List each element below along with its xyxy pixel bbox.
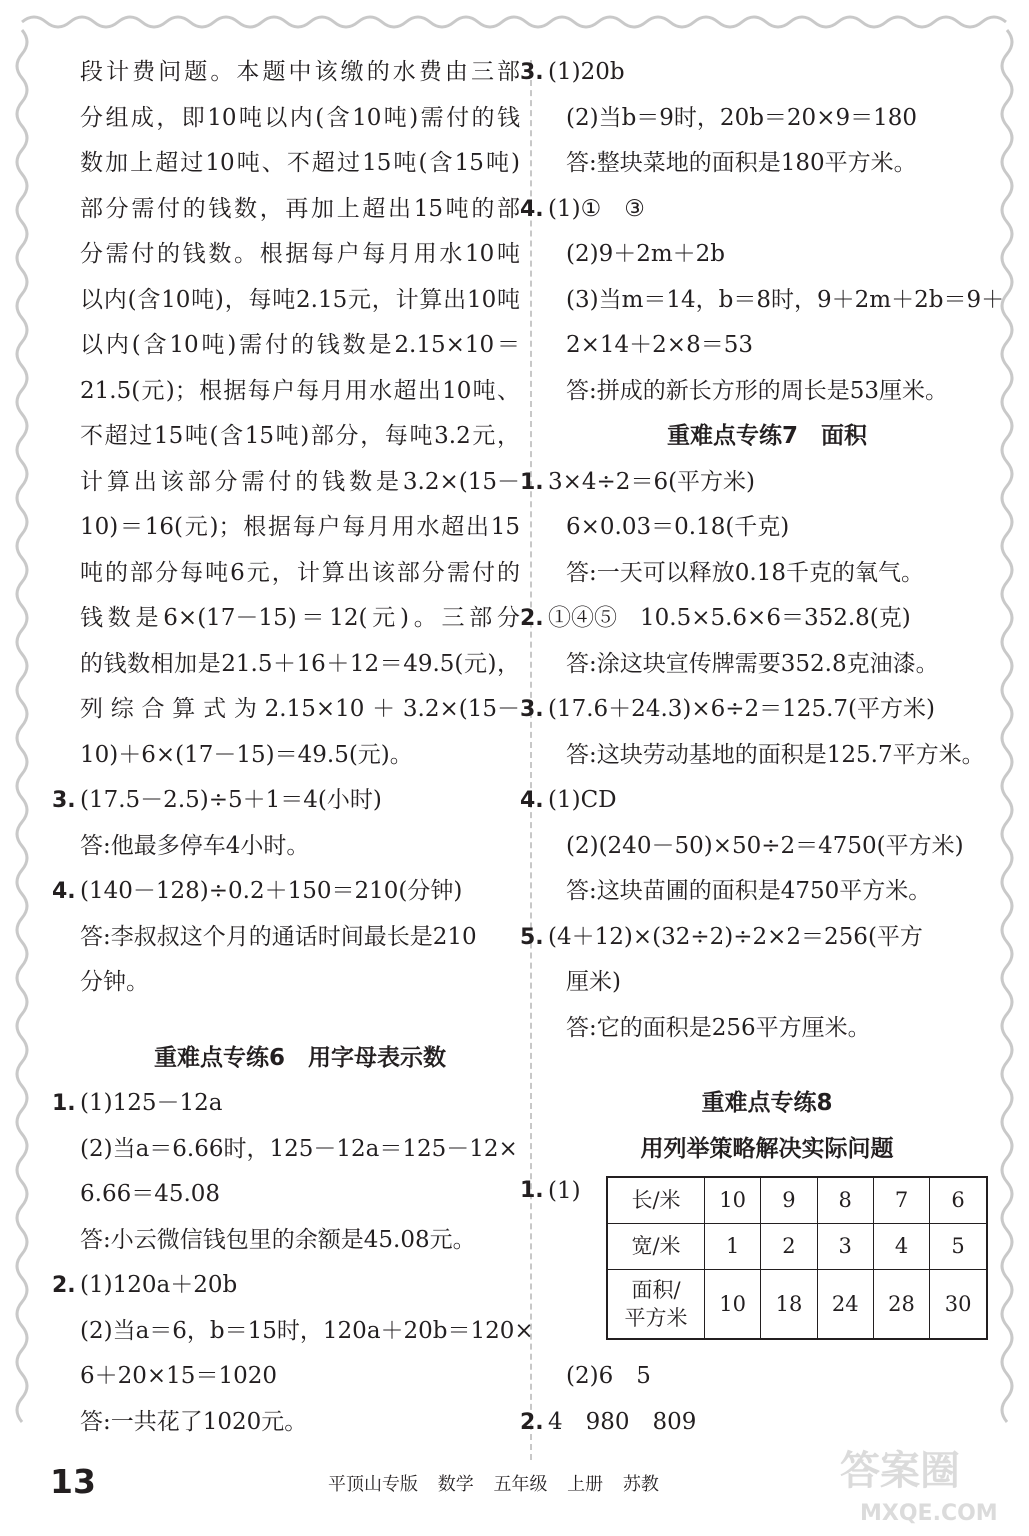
text-line: 的钱数相加是21.5＋16＋12＝49.5(元)， xyxy=(80,650,520,677)
sub-question-label: (1) xyxy=(548,1178,581,1204)
answer-line: 6＋20×15＝1020 xyxy=(80,1363,277,1389)
text-line: 以内(含10吨)，每吨2.15元，计算出10吨 xyxy=(80,286,520,313)
answer-line: 答:小云微信钱包里的余额是45.08元。 xyxy=(80,1226,476,1253)
row-header: 长/米 xyxy=(607,1177,705,1223)
text-line: 段计费问题。本题中该缴的水费由三部 xyxy=(80,59,520,85)
question-5 xyxy=(520,915,986,961)
answer-line: 6.66＝45.08 xyxy=(80,1181,221,1207)
table-cell: 24 xyxy=(817,1269,873,1339)
answer-line: 答:这块苗圃的面积是4750平方米。 xyxy=(566,878,932,904)
answer-text: (1)120a＋20b xyxy=(80,1272,238,1298)
question-3 xyxy=(520,687,986,733)
text-line: 吨的部分每吨6元，计算出该部分需付的 xyxy=(80,559,520,586)
answer-line: (2)当b＝9时，20b＝20×9＝180 xyxy=(566,104,917,131)
answer-line: 答:涂这块宣传牌需要352.8克油漆。 xyxy=(566,650,939,677)
text-line: 数加上超过10吨、不超过15吨(含15吨) xyxy=(80,150,520,176)
text-line: 10)＋6×(17－15)＝49.5(元)。 xyxy=(80,741,413,768)
text-line: 部分需付的钱数，再加上超出15吨的部 xyxy=(80,195,520,222)
answer-line: (2)当a＝6.66时，125－12a＝125－12× xyxy=(80,1135,518,1162)
answer-text: (1)125－12a xyxy=(80,1090,223,1116)
answer-line: 分钟。 xyxy=(80,969,149,995)
question-number: 3. xyxy=(520,60,544,85)
table-cell: 28 xyxy=(873,1269,929,1339)
answer-text: (17.6＋24.3)×6÷2＝125.7(平方米) xyxy=(548,696,935,722)
question-number: 1. xyxy=(520,469,544,495)
question-4 xyxy=(52,869,520,915)
text-line: 21.5(元)；根据每户每月用水超出10吨、 xyxy=(80,377,520,404)
section-title-8: 重难点专练8 xyxy=(701,1090,833,1116)
question-number: 1. xyxy=(520,1178,544,1203)
answer-line: 答:它的面积是256平方厘米。 xyxy=(566,1014,871,1041)
answer-text: (1)20b xyxy=(548,59,625,85)
row-header-line: 平方米 xyxy=(624,1305,688,1330)
table-cell: 8 xyxy=(817,1177,873,1223)
formula: (140－128)÷0.2＋150＝210(分钟) xyxy=(80,878,463,904)
section-subtitle-8: 用列举策略解决实际问题 xyxy=(640,1135,894,1162)
text-line: 钱数是6×(17－15)＝12(元)。三部分 xyxy=(80,605,520,631)
answer-text: (1)CD xyxy=(548,787,617,813)
answer-line: 答:拼成的新长方形的周长是53厘米。 xyxy=(566,377,949,404)
question-number: 2. xyxy=(52,1273,76,1298)
text-line: 10)＝16(元)；根据每户每月用水超出15 xyxy=(80,514,520,540)
table-cell: 5 xyxy=(930,1223,987,1269)
answer-line: (2)6 5 xyxy=(566,1363,651,1389)
answer-line: 答:李叔叔这个月的通话时间最长是210 xyxy=(80,923,477,950)
answer-text: ①④⑤ 10.5×5.6×6＝352.8(克) xyxy=(548,605,911,631)
text-line: 不超过15吨(含15吨)部分，每吨3.2元， xyxy=(80,423,520,449)
question-1 xyxy=(52,1081,520,1127)
page-number: 13 xyxy=(50,1462,96,1501)
question-number: 2. xyxy=(520,1409,544,1435)
question-number: 4. xyxy=(520,196,544,222)
question-number: 5. xyxy=(520,924,544,950)
answer-text: 3×4÷2＝6(平方米) xyxy=(548,468,756,495)
answer-line: (3)当m＝14，b＝8时，9＋2m＋2b＝9＋ xyxy=(566,286,1005,313)
enumeration-table xyxy=(606,1176,988,1340)
table-cell: 10 xyxy=(705,1177,761,1223)
question-2 xyxy=(52,1263,520,1309)
table-cell: 30 xyxy=(930,1269,987,1339)
answer-line: 6×0.03＝0.18(千克) xyxy=(566,514,790,540)
answer-text: (4＋12)×(32÷2)÷2×2＝256(平方 xyxy=(548,923,923,950)
table-cell: 1 xyxy=(705,1223,761,1269)
answer-line: 答:一共花了1020元。 xyxy=(80,1408,308,1435)
question-4 xyxy=(520,778,986,824)
question-number: 4. xyxy=(520,788,544,813)
watermark-logo xyxy=(830,1432,1020,1532)
answer-line: 答:一天可以释放0.18千克的氧气。 xyxy=(566,559,924,586)
answer-line: 2×14＋2×8＝53 xyxy=(566,332,753,358)
table-cell: 6 xyxy=(930,1177,987,1223)
table-row xyxy=(607,1269,987,1339)
question-number: 3. xyxy=(520,697,544,722)
answer-line: 答:他最多停车4小时。 xyxy=(80,832,310,859)
row-header-line: 面积/ xyxy=(631,1277,681,1302)
question-number: 2. xyxy=(520,606,544,631)
table-cell: 3 xyxy=(817,1223,873,1269)
formula: (17.5－2.5)÷5＋1＝4(小时) xyxy=(80,787,382,813)
book-info: 平顶山专版 数学 五年级 上册 苏教 xyxy=(328,1474,659,1495)
text-line: 以内(含10吨)需付的钱数是2.15×10＝ xyxy=(80,332,520,358)
question-1 xyxy=(520,460,986,506)
question-2 xyxy=(520,596,986,642)
table-cell: 7 xyxy=(873,1177,929,1223)
question-number: 3. xyxy=(52,788,76,813)
table-cell: 2 xyxy=(761,1223,817,1269)
text-line: 分需付的钱数。根据每户每月用水10吨 xyxy=(80,241,520,267)
watermark-text: 答案圈 xyxy=(840,1448,960,1494)
answer-line: 厘米) xyxy=(566,969,621,995)
answer-text: 4 980 809 xyxy=(548,1408,697,1435)
answer-line: 答:这块劳动基地的面积是125.7平方米。 xyxy=(566,741,985,768)
row-header xyxy=(607,1269,705,1339)
text-line: 列综合算式为2.15×10＋3.2×(15－ xyxy=(80,696,520,722)
answer-text: (1)① ③ xyxy=(548,195,645,222)
text-line: 计算出该部分需付的钱数是3.2×(15－ xyxy=(80,468,520,495)
table-cell: 18 xyxy=(761,1269,817,1339)
section-title-7: 重难点专练7 面积 xyxy=(666,423,867,449)
table-cell: 9 xyxy=(761,1177,817,1223)
left-column xyxy=(52,50,534,1445)
answer-line: (2)当a＝6，b＝15时，120a＋20b＝120× xyxy=(80,1317,534,1344)
answer-line: (2)(240－50)×50÷2＝4750(平方米) xyxy=(566,832,964,859)
answer-line: 答:整块菜地的面积是180平方米。 xyxy=(566,150,917,176)
text-line: 分组成，即10吨以内(含10吨)需付的钱 xyxy=(80,104,520,131)
question-3 xyxy=(52,778,520,824)
question-1 xyxy=(520,1172,986,1354)
question-4 xyxy=(520,187,986,233)
question-number: 1. xyxy=(52,1091,76,1116)
table-row xyxy=(607,1177,987,1223)
section-title-6: 重难点专练6 用字母表示数 xyxy=(153,1044,446,1071)
table-cell: 10 xyxy=(705,1269,761,1339)
watermark-url: MXQE.COM xyxy=(860,1501,998,1526)
column-divider xyxy=(530,60,532,1460)
table-row xyxy=(607,1223,987,1269)
table-cell: 4 xyxy=(873,1223,929,1269)
question-3 xyxy=(520,50,986,96)
question-number: 4. xyxy=(52,879,76,904)
answer-line: (2)9＋2m＋2b xyxy=(566,241,726,267)
right-column xyxy=(520,50,1005,1445)
row-header: 宽/米 xyxy=(607,1223,705,1269)
